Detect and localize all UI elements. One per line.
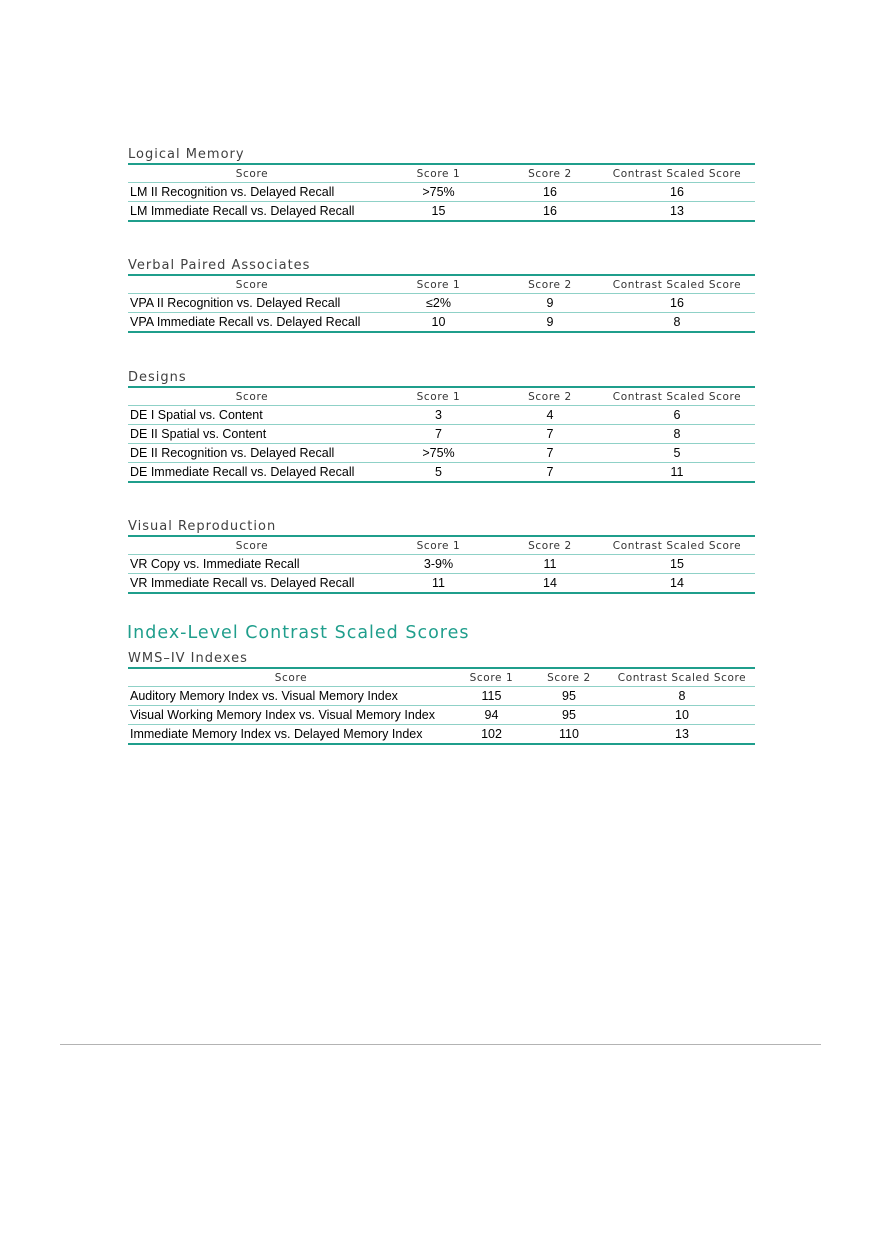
logical-memory-table [128, 163, 755, 222]
table-header-row [128, 387, 755, 406]
column-header: Score 1 [376, 275, 501, 294]
verbal-paired-associates-table [128, 274, 755, 333]
table-row [128, 202, 755, 222]
score-2-cell: 16 [501, 202, 599, 222]
score-2-cell: 110 [529, 725, 609, 745]
row-label: Immediate Memory Index vs. Delayed Memory Index [128, 725, 454, 745]
visual-reproduction-table [128, 535, 755, 594]
column-header: Score 1 [376, 164, 501, 183]
column-header: Score 2 [501, 387, 599, 406]
score-2-cell: 7 [501, 463, 599, 483]
column-header: Score 2 [501, 275, 599, 294]
column-header: Contrast Scaled Score [599, 164, 755, 183]
score-1-cell: 7 [376, 425, 501, 444]
table-header-row [128, 275, 755, 294]
table-header-row [128, 164, 755, 183]
score-1-cell: 115 [454, 687, 529, 706]
column-header: Score 2 [501, 536, 599, 555]
table-row [128, 706, 755, 725]
score-2-cell: 4 [501, 406, 599, 425]
section-title: Visual Reproduction [128, 519, 277, 534]
contrast-cell: 8 [599, 313, 755, 333]
table-row [128, 463, 755, 483]
score-2-cell: 7 [501, 444, 599, 463]
column-header: Score 1 [376, 536, 501, 555]
column-header: Score 2 [529, 668, 609, 687]
contrast-cell: 13 [609, 725, 755, 745]
score-1-cell: ≤2% [376, 294, 501, 313]
row-label: DE II Recognition vs. Delayed Recall [128, 444, 376, 463]
wms-iv-indexes-table [128, 667, 755, 745]
table-row [128, 294, 755, 313]
row-label: LM Immediate Recall vs. Delayed Recall [128, 202, 376, 222]
score-1-cell: 11 [376, 574, 501, 594]
score-2-cell: 9 [501, 313, 599, 333]
contrast-cell: 11 [599, 463, 755, 483]
column-header: Contrast Scaled Score [599, 387, 755, 406]
contrast-cell: 10 [609, 706, 755, 725]
score-1-cell: >75% [376, 183, 501, 202]
score-1-cell: 94 [454, 706, 529, 725]
contrast-cell: 8 [609, 687, 755, 706]
section-title: Verbal Paired Associates [128, 258, 311, 273]
score-1-cell: 102 [454, 725, 529, 745]
score-2-cell: 11 [501, 555, 599, 574]
row-label: DE II Spatial vs. Content [128, 425, 376, 444]
score-1-cell: >75% [376, 444, 501, 463]
contrast-cell: 14 [599, 574, 755, 594]
section-title: WMS–IV Indexes [128, 651, 248, 666]
score-2-cell: 7 [501, 425, 599, 444]
score-2-cell: 9 [501, 294, 599, 313]
column-header: Score [128, 536, 376, 555]
contrast-cell: 16 [599, 294, 755, 313]
contrast-cell: 8 [599, 425, 755, 444]
table-header-row [128, 536, 755, 555]
designs-section [128, 369, 755, 483]
row-label: VPA II Recognition vs. Delayed Recall [128, 294, 376, 313]
designs-table [128, 386, 755, 483]
score-2-cell: 95 [529, 687, 609, 706]
table-row [128, 574, 755, 594]
table-row [128, 555, 755, 574]
index-level-heading: Index-Level Contrast Scaled Scores [127, 623, 470, 643]
score-2-cell: 95 [529, 706, 609, 725]
column-header: Score [128, 668, 454, 687]
row-label: Visual Working Memory Index vs. Visual Memory Index [128, 706, 454, 725]
column-header: Contrast Scaled Score [599, 536, 755, 555]
row-label: LM II Recognition vs. Delayed Recall [128, 183, 376, 202]
score-1-cell: 5 [376, 463, 501, 483]
table-row [128, 444, 755, 463]
score-1-cell: 15 [376, 202, 501, 222]
row-label: Auditory Memory Index vs. Visual Memory Index [128, 687, 454, 706]
score-1-cell: 3 [376, 406, 501, 425]
contrast-cell: 15 [599, 555, 755, 574]
visual-reproduction-section [128, 518, 755, 594]
table-row [128, 313, 755, 333]
contrast-cell: 6 [599, 406, 755, 425]
table-row [128, 425, 755, 444]
column-header: Score [128, 275, 376, 294]
contrast-cell: 13 [599, 202, 755, 222]
section-title: Logical Memory [128, 147, 245, 162]
column-header: Contrast Scaled Score [609, 668, 755, 687]
column-header: Score 1 [454, 668, 529, 687]
footer-divider [60, 1044, 821, 1045]
score-1-cell: 10 [376, 313, 501, 333]
row-label: DE Immediate Recall vs. Delayed Recall [128, 463, 376, 483]
logical-memory-section [128, 146, 755, 222]
column-header: Score [128, 387, 376, 406]
section-title: Designs [128, 370, 187, 385]
table-row [128, 687, 755, 706]
table-row [128, 183, 755, 202]
row-label: VR Copy vs. Immediate Recall [128, 555, 376, 574]
table-row [128, 725, 755, 745]
contrast-cell: 5 [599, 444, 755, 463]
score-2-cell: 14 [501, 574, 599, 594]
row-label: DE I Spatial vs. Content [128, 406, 376, 425]
score-2-cell: 16 [501, 183, 599, 202]
row-label: VR Immediate Recall vs. Delayed Recall [128, 574, 376, 594]
table-row [128, 406, 755, 425]
column-header: Score 1 [376, 387, 501, 406]
wms-iv-indexes-section [128, 650, 755, 745]
table-header-row [128, 668, 755, 687]
column-header: Score [128, 164, 376, 183]
contrast-cell: 16 [599, 183, 755, 202]
verbal-paired-associates-section [128, 257, 755, 333]
row-label: VPA Immediate Recall vs. Delayed Recall [128, 313, 376, 333]
column-header: Contrast Scaled Score [599, 275, 755, 294]
score-1-cell: 3-9% [376, 555, 501, 574]
column-header: Score 2 [501, 164, 599, 183]
